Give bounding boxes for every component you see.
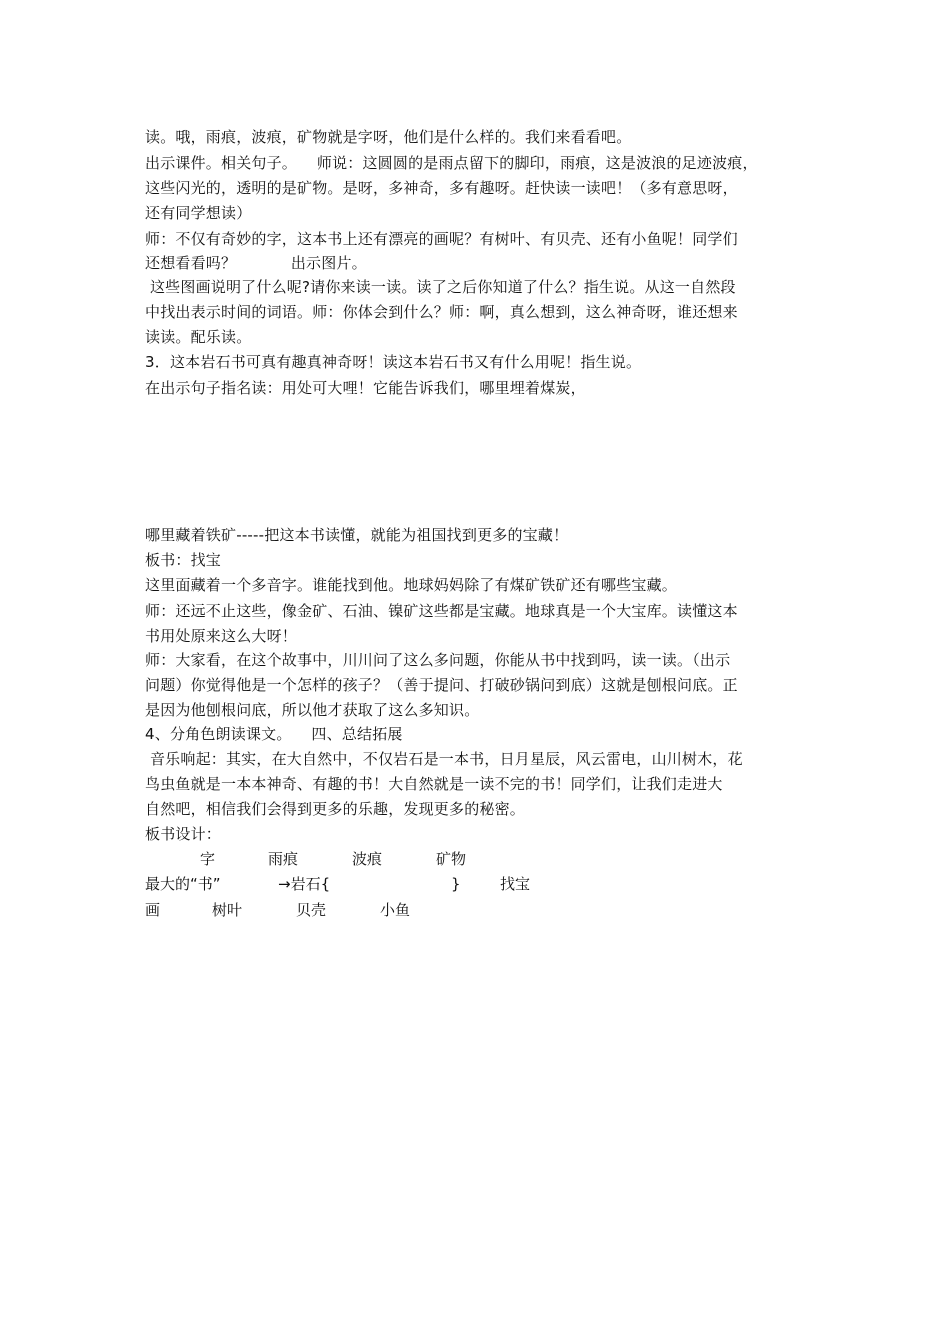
paragraph-line: 问题）你觉得他是一个怎样的孩子？（善于提问、打破砂锅问到底）这就是刨根问底。正	[145, 676, 738, 694]
board-item: 小鱼	[380, 901, 411, 919]
board-item: 找宝	[500, 875, 531, 893]
paragraph-line: 板书设计：	[145, 825, 222, 843]
board-item: 矿物	[436, 850, 467, 868]
paragraph-line: 这些图画说明了什么呢?请你来读一读。读了之后你知道了什么？指生说。从这一自然段	[145, 278, 736, 296]
paragraph-line: 还想看看吗？ 出示图片。	[145, 254, 367, 272]
paragraph-line: 师：不仅有奇妙的字，这本书上还有漂亮的画呢？有树叶、有贝壳、还有小鱼呢！同学们	[145, 230, 738, 248]
paragraph-line: 书用处原来这么大呀！	[145, 627, 298, 645]
board-item: 贝壳	[296, 901, 327, 919]
board-item: 树叶	[212, 901, 243, 919]
paragraph-line: 自然吧，相信我们会得到更多的乐趣，发现更多的秘密。	[145, 800, 526, 818]
board-item: 雨痕	[268, 850, 299, 868]
paragraph-line: 4、分角色朗读课文。 四、总结拓展	[145, 725, 403, 743]
paragraph-line: 是因为他刨根问底，所以他才获取了这么多知识。	[145, 701, 480, 719]
paragraph-line: 师：还远不止这些，像金矿、石油、镍矿这些都是宝藏。地球真是一个大宝库。读懂这本	[145, 602, 738, 620]
paragraph-line: 这里面藏着一个多音字。谁能找到他。地球妈妈除了有煤矿铁矿还有哪些宝藏。	[145, 576, 678, 594]
board-item: 波痕	[352, 850, 383, 868]
board-item: 最大的“书”	[145, 875, 221, 893]
paragraph-line: 读。哦，雨痕，波痕，矿物就是字呀，他们是什么样的。我们来看看吧。	[145, 128, 632, 146]
paragraph-line: 还有同学想读）	[145, 204, 252, 222]
paragraph-line: 音乐响起：其实，在大自然中，不仅岩石是一本书，日月星辰，风云雷电，山川树木，花	[145, 750, 743, 768]
paragraph-line: 读读。配乐读。	[145, 328, 252, 346]
paragraph-line: 3．这本岩石书可真有趣真神奇呀！读这本岩石书又有什么用呢！指生说。	[145, 353, 642, 371]
paragraph-line: 哪里藏着铁矿-----把这本书读懂，就能为祖国找到更多的宝藏！	[145, 526, 569, 544]
paragraph-line: 师：大家看，在这个故事中，川川问了这么多问题，你能从书中找到吗，读一读。（出示	[145, 651, 731, 669]
paragraph-line: 鸟虫鱼就是一本本神奇、有趣的书！大自然就是一读不完的书！同学们，让我们走进大	[145, 775, 723, 793]
board-item: 字	[200, 850, 216, 868]
board-item: }	[451, 875, 461, 893]
paragraph-line: 这些闪光的，透明的是矿物。是呀，多神奇，多有趣呀。赶快读一读吧！（多有意思呀，	[145, 179, 738, 197]
board-item: 画	[145, 901, 161, 919]
paragraph-line: 出示课件。相关句子。 师说：这圆圆的是雨点留下的脚印，雨痕，这是波浪的足迹波痕，	[145, 154, 758, 172]
paragraph-line: 中找出表示时间的词语。师：你体会到什么？师：啊，真么想到，这么神奇呀，谁还想来	[145, 303, 738, 321]
board-item: →岩石{	[278, 875, 331, 893]
paragraph-line: 在出示句子指名读：用处可大哩！它能告诉我们，哪里埋着煤炭，	[145, 379, 586, 397]
paragraph-line: 板书：找宝	[145, 551, 222, 569]
